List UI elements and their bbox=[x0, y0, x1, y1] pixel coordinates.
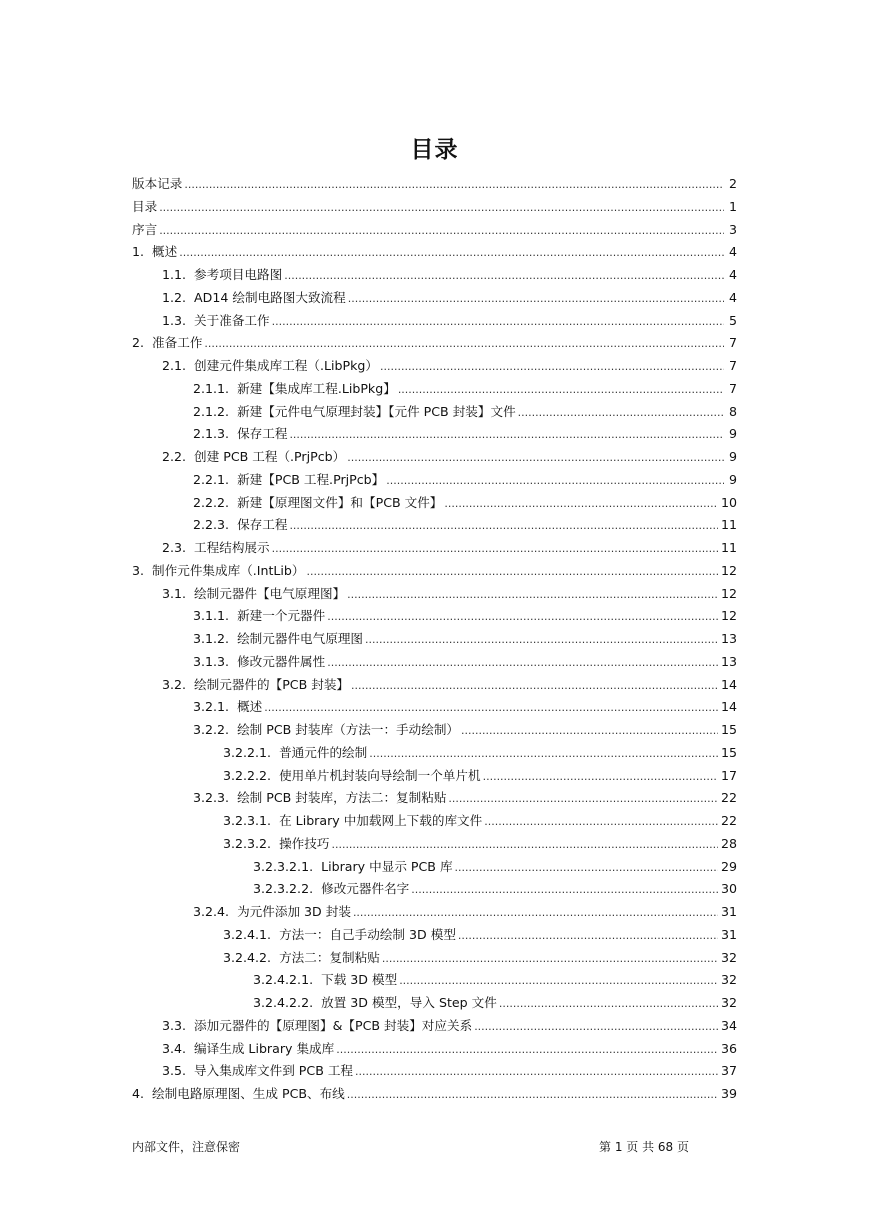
toc-dot-leader bbox=[347, 584, 718, 607]
toc-entry-label: 绘制 PCB 封装库，方法二：复制粘贴 bbox=[237, 790, 447, 806]
toc-dot-leader bbox=[331, 834, 718, 857]
toc-entry-page: 4 bbox=[728, 289, 737, 305]
toc-dot-leader bbox=[272, 538, 718, 561]
toc-entry-page: 3 bbox=[728, 221, 737, 237]
toc-entry[interactable] bbox=[132, 423, 737, 446]
toc-entry[interactable] bbox=[132, 264, 737, 287]
toc-entry[interactable] bbox=[132, 219, 737, 242]
toc-dot-leader bbox=[444, 493, 718, 516]
toc-entry[interactable] bbox=[132, 969, 737, 992]
toc-entry-number: 3.3. bbox=[162, 1017, 187, 1033]
toc-entry-number: 3.2.3.1. bbox=[223, 813, 272, 828]
toc-entry-label: 方法二：复制粘贴 bbox=[279, 949, 380, 965]
toc-entry-page: 7 bbox=[728, 335, 737, 351]
toc-dot-leader bbox=[455, 857, 718, 880]
toc-entry-label: 添加元器件的【原理图】&【PCB 封装】对应关系 bbox=[194, 1017, 473, 1033]
toc-entry-label: 为元件添加 3D 封装 bbox=[237, 904, 351, 919]
toc-dot-leader bbox=[327, 606, 718, 629]
toc-dot-leader bbox=[264, 697, 718, 720]
toc-entry-label: 下载 3D 模型 bbox=[321, 972, 398, 988]
toc-entry[interactable] bbox=[132, 332, 737, 355]
toc-entry-number: 3.1.2. bbox=[193, 631, 230, 646]
toc-entry-number: 2.3. bbox=[162, 540, 187, 555]
toc-dot-leader bbox=[284, 265, 724, 288]
toc-entry-page: 10 bbox=[720, 494, 737, 510]
toc-entry[interactable] bbox=[132, 469, 737, 492]
toc-entry[interactable] bbox=[132, 310, 737, 333]
toc-entry-number: 3.2.4.2.1. bbox=[253, 972, 314, 988]
toc-dot-leader bbox=[184, 174, 724, 197]
toc-dot-leader bbox=[327, 652, 718, 675]
toc-entry[interactable] bbox=[132, 924, 737, 947]
toc-entry-page: 39 bbox=[720, 1086, 737, 1101]
toc-entry-label: 参考项目电路图 bbox=[194, 267, 283, 282]
toc-entry[interactable] bbox=[132, 833, 737, 856]
toc-entry-number: 3.5. bbox=[162, 1063, 187, 1079]
toc-entry[interactable] bbox=[132, 1015, 737, 1038]
toc-entry-page: 34 bbox=[720, 1017, 737, 1033]
toc-entry-page: 12 bbox=[720, 585, 737, 601]
footer-confidential-note: 内部文件，注意保密 bbox=[132, 1140, 241, 1154]
toc-entry-number: 3.4. bbox=[162, 1040, 187, 1056]
toc-entry-label: 准备工作 bbox=[152, 335, 203, 351]
toc-entry-page: 15 bbox=[720, 744, 737, 760]
toc-entry[interactable] bbox=[132, 196, 737, 219]
toc-dot-leader bbox=[347, 447, 724, 470]
toc-entry-label: 新建【原理图文件】和【PCB 文件】 bbox=[237, 494, 443, 510]
toc-entry-label: 序言 bbox=[132, 221, 158, 237]
toc-entry-number: 2.1. bbox=[162, 358, 187, 373]
toc-dot-leader bbox=[159, 220, 724, 243]
toc-entry-page: 8 bbox=[728, 403, 737, 419]
toc-entry-page: 4 bbox=[728, 244, 737, 260]
toc-entry-number: 2.2.2. bbox=[193, 494, 230, 510]
toc-entry-number: 3.2.4. bbox=[193, 904, 230, 919]
toc-entry-number: 3.2.4.2. bbox=[223, 949, 272, 965]
toc-entry-label: 修改元器件属性 bbox=[237, 653, 326, 669]
toc-entry[interactable] bbox=[132, 742, 737, 765]
toc-entry-label: 关于准备工作 bbox=[194, 312, 270, 328]
toc-entry-label: 操作技巧 bbox=[279, 835, 330, 851]
toc-entry-page: 12 bbox=[720, 562, 737, 578]
toc-dot-leader bbox=[369, 743, 718, 766]
toc-entry-page: 32 bbox=[720, 949, 737, 965]
toc-entry-number: 3.1.3. bbox=[193, 653, 230, 669]
toc-entry-label: 绘制元器件【电气原理图】 bbox=[194, 585, 346, 601]
toc-entry-label: Library 中显示 PCB 库 bbox=[321, 858, 453, 874]
toc-entry-label: 使用单片机封装向导绘制一个单片机 bbox=[279, 767, 481, 783]
toc-entry-number: 2.1.3. bbox=[193, 426, 230, 442]
toc-entry[interactable] bbox=[132, 878, 737, 901]
toc-entry-number: 2.2. bbox=[162, 449, 187, 464]
toc-entry-page: 4 bbox=[728, 267, 737, 282]
toc-entry-page: 14 bbox=[720, 676, 737, 692]
toc-entry-page: 28 bbox=[720, 835, 737, 851]
toc-entry-label: 在 Library 中加载网上下载的库文件 bbox=[279, 813, 483, 828]
toc-entry-label: 新建【PCB 工程.PrjPcb】 bbox=[237, 471, 385, 487]
table-of-contents bbox=[132, 173, 737, 1106]
toc-dot-leader bbox=[461, 720, 718, 743]
toc-dot-leader bbox=[448, 788, 718, 811]
toc-entry-label: 新建【集成库工程.LibPkg】 bbox=[237, 380, 396, 396]
toc-entry[interactable] bbox=[132, 173, 737, 196]
toc-entry-number: 1.3. bbox=[162, 312, 187, 328]
page-title: 目录 bbox=[410, 137, 459, 163]
toc-entry-label: 新建一个元器件 bbox=[237, 608, 326, 624]
toc-dot-leader bbox=[483, 766, 718, 789]
toc-entry[interactable] bbox=[132, 401, 737, 424]
toc-entry-number: 3.2.3.2.2. bbox=[253, 881, 314, 897]
toc-entry-number: 3.2.4.1. bbox=[223, 926, 272, 942]
toc-dot-leader bbox=[179, 242, 724, 265]
toc-entry[interactable] bbox=[132, 1060, 737, 1083]
toc-entry-page: 32 bbox=[720, 972, 737, 988]
toc-dot-leader bbox=[474, 1016, 718, 1039]
toc-dot-leader bbox=[411, 879, 718, 902]
toc-entry-label: AD14 绘制电路图大致流程 bbox=[194, 289, 346, 305]
toc-entry-page: 31 bbox=[720, 904, 737, 919]
toc-entry[interactable] bbox=[132, 514, 737, 537]
toc-entry[interactable] bbox=[132, 492, 737, 515]
toc-dot-leader bbox=[307, 561, 718, 584]
toc-entry-page: 37 bbox=[720, 1063, 737, 1079]
toc-entry-number: 3. bbox=[132, 562, 145, 578]
toc-entry-number: 3.1. bbox=[162, 585, 187, 601]
toc-entry-page: 31 bbox=[720, 926, 737, 942]
toc-entry[interactable] bbox=[132, 583, 737, 606]
toc-entry-label: 创建元件集成库工程（.LibPkg） bbox=[194, 358, 378, 373]
toc-entry-label: 普通元件的绘制 bbox=[279, 744, 368, 760]
toc-entry[interactable] bbox=[132, 628, 737, 651]
toc-entry-number: 2. bbox=[132, 335, 145, 351]
toc-entry-page: 9 bbox=[728, 471, 737, 487]
toc-entry-label: 版本记录 bbox=[132, 176, 183, 191]
toc-entry-label: 概述 bbox=[152, 244, 178, 260]
footer-page-number: 第 1 页 共 68 页 bbox=[599, 1140, 689, 1154]
toc-entry[interactable] bbox=[132, 674, 737, 697]
toc-entry-number: 2.1.2. bbox=[193, 403, 230, 419]
toc-dot-leader bbox=[159, 197, 724, 220]
toc-entry-page: 7 bbox=[728, 358, 737, 373]
toc-entry-label: 新建【元件电气原理封装】【元件 PCB 封装】文件 bbox=[237, 403, 516, 419]
toc-entry[interactable] bbox=[132, 537, 737, 560]
toc-entry-page: 9 bbox=[728, 449, 737, 464]
toc-dot-leader bbox=[382, 948, 718, 971]
toc-entry-number: 3.2.3. bbox=[193, 790, 230, 806]
toc-entry-number: 3.2.2.2. bbox=[223, 767, 272, 783]
toc-entry[interactable] bbox=[132, 765, 737, 788]
toc-dot-leader bbox=[353, 902, 718, 925]
toc-entry-label: 修改元器件名字 bbox=[321, 881, 410, 897]
toc-dot-leader bbox=[348, 288, 724, 311]
toc-entry-number: 3.2.3.2.1. bbox=[253, 858, 314, 874]
toc-entry-page: 29 bbox=[720, 858, 737, 874]
toc-entry-page: 12 bbox=[720, 608, 737, 624]
toc-dot-leader bbox=[289, 515, 718, 538]
toc-dot-leader bbox=[272, 311, 724, 334]
toc-entry-page: 7 bbox=[728, 380, 737, 396]
toc-entry-label: 保存工程 bbox=[237, 426, 288, 442]
toc-entry-page: 14 bbox=[720, 699, 737, 715]
toc-entry-label: 编译生成 Library 集成库 bbox=[194, 1040, 335, 1056]
toc-entry[interactable] bbox=[132, 355, 737, 378]
toc-entry-number: 3.2.3.2. bbox=[223, 835, 272, 851]
toc-entry-number: 3.2.2.1. bbox=[223, 744, 272, 760]
toc-entry-number: 3.2.1. bbox=[193, 699, 230, 715]
toc-entry[interactable] bbox=[132, 992, 737, 1015]
toc-entry[interactable] bbox=[132, 287, 737, 310]
toc-entry-number: 3.2.2. bbox=[193, 722, 230, 737]
toc-entry-page: 13 bbox=[720, 631, 737, 646]
toc-entry-page: 11 bbox=[720, 517, 737, 533]
toc-dot-leader bbox=[499, 993, 718, 1016]
toc-entry-label: 绘制 PCB 封装库（方法一：手动绘制） bbox=[237, 722, 460, 737]
toc-entry-label: 绘制元器件的【PCB 封装】 bbox=[194, 676, 350, 692]
toc-entry-page: 5 bbox=[728, 312, 737, 328]
toc-dot-leader bbox=[347, 1084, 718, 1107]
toc-entry-label: 目录 bbox=[132, 198, 158, 214]
toc-entry-page: 1 bbox=[728, 198, 737, 214]
toc-entry[interactable] bbox=[132, 446, 737, 469]
toc-entry-page: 11 bbox=[720, 540, 737, 555]
toc-dot-leader bbox=[518, 402, 724, 425]
toc-entry-number: 2.2.1. bbox=[193, 471, 230, 487]
toc-dot-leader bbox=[204, 333, 724, 356]
toc-dot-leader bbox=[351, 675, 718, 698]
toc-entry-number: 3.1.1. bbox=[193, 608, 230, 624]
toc-entry[interactable] bbox=[132, 605, 737, 628]
toc-entry-label: 工程结构展示 bbox=[194, 540, 270, 555]
toc-entry-label: 创建 PCB 工程（.PrjPcb） bbox=[194, 449, 346, 464]
toc-entry-page: 2 bbox=[728, 176, 737, 191]
toc-dot-leader bbox=[386, 470, 724, 493]
toc-entry-label: 方法一：自己手动绘制 3D 模型 bbox=[279, 926, 456, 942]
toc-dot-leader bbox=[336, 1039, 718, 1062]
toc-entry-number: 1.2. bbox=[162, 289, 187, 305]
toc-entry[interactable] bbox=[132, 810, 737, 833]
toc-entry[interactable] bbox=[132, 241, 737, 264]
toc-dot-leader bbox=[355, 1061, 718, 1084]
toc-entry-page: 22 bbox=[720, 790, 737, 806]
toc-entry-page: 32 bbox=[720, 995, 737, 1010]
toc-entry[interactable] bbox=[132, 378, 737, 401]
toc-entry-label: 放置 3D 模型，导入 Step 文件 bbox=[321, 995, 497, 1010]
toc-dot-leader bbox=[398, 379, 724, 402]
toc-entry-label: 保存工程 bbox=[237, 517, 288, 533]
toc-dot-leader bbox=[458, 925, 718, 948]
toc-entry-page: 30 bbox=[720, 881, 737, 897]
toc-entry[interactable] bbox=[132, 947, 737, 970]
toc-entry-number: 2.1.1. bbox=[193, 380, 230, 396]
toc-entry[interactable] bbox=[132, 1038, 737, 1061]
toc-entry[interactable] bbox=[132, 696, 737, 719]
toc-dot-leader bbox=[289, 424, 724, 447]
toc-entry-label: 绘制电路原理图、生成 PCB、布线 bbox=[152, 1086, 345, 1101]
toc-entry-label: 导入集成库文件到 PCB 工程 bbox=[194, 1063, 354, 1079]
toc-entry-number: 1.1. bbox=[162, 267, 187, 282]
toc-entry[interactable] bbox=[132, 719, 737, 742]
toc-entry-label: 概述 bbox=[237, 699, 263, 715]
toc-entry-number: 3.2.4.2.2. bbox=[253, 995, 314, 1010]
toc-entry-page: 17 bbox=[720, 767, 737, 783]
toc-dot-leader bbox=[380, 356, 724, 379]
toc-entry-page: 13 bbox=[720, 653, 737, 669]
toc-entry-page: 22 bbox=[720, 813, 737, 828]
toc-entry-number: 2.2.3. bbox=[193, 517, 230, 533]
toc-entry[interactable] bbox=[132, 651, 737, 674]
toc-entry-page: 15 bbox=[720, 722, 737, 737]
toc-entry-number: 4. bbox=[132, 1086, 145, 1101]
toc-entry-number: 3.2. bbox=[162, 676, 187, 692]
toc-entry[interactable] bbox=[132, 1083, 737, 1106]
toc-entry-number: 1. bbox=[132, 244, 145, 260]
toc-entry-label: 绘制元器件电气原理图 bbox=[237, 631, 363, 646]
toc-entry-page: 9 bbox=[728, 426, 737, 442]
toc-entry[interactable] bbox=[132, 901, 737, 924]
toc-entry[interactable] bbox=[132, 787, 737, 810]
toc-dot-leader bbox=[365, 629, 718, 652]
toc-entry[interactable] bbox=[132, 856, 737, 879]
toc-entry[interactable] bbox=[132, 560, 737, 583]
toc-dot-leader bbox=[484, 811, 718, 834]
toc-entry-page: 36 bbox=[720, 1040, 737, 1056]
toc-dot-leader bbox=[399, 970, 718, 993]
toc-entry-label: 制作元件集成库（.IntLib） bbox=[152, 562, 305, 578]
